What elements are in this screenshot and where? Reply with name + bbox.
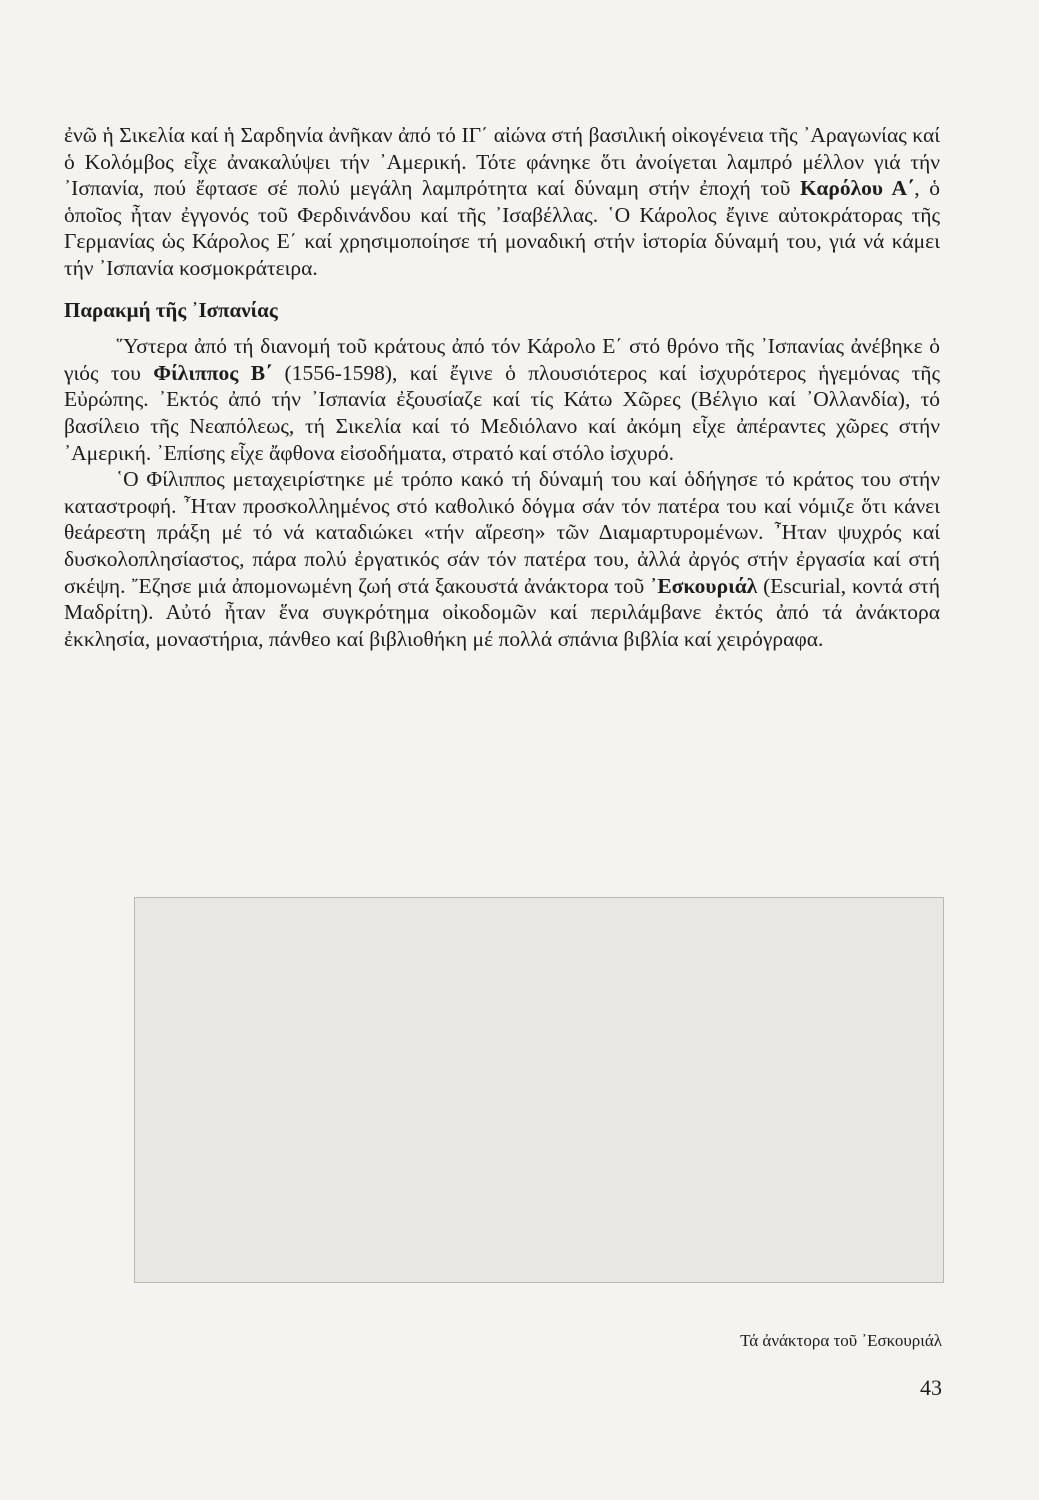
paragraph-1 <box>64 122 940 282</box>
paragraph-2 <box>64 333 940 466</box>
paragraph-3 <box>64 466 940 652</box>
escorial-palace-engraving <box>134 897 944 1283</box>
body-text <box>64 122 940 652</box>
section-heading: Παρακμή τῆς ᾽Ισπανίας <box>64 297 278 322</box>
paragraph-2-bold: Φίλιππος Β΄ <box>153 360 273 385</box>
paragraph-3-text-a: ῾Ο Φίλιππος μεταχειρίστηκε μέ τρόπο κακό τή δύναμή του καί ὁδήγησε τό κράτος του στήν καταστροφή. ῏Ηταν προσκολλημένος στό καθολικό δόγμα σάν τόν πατέρα του καί νόμιζε ὅτι κάνει θεάρεστη πράξη μέ τό νά καταδιώκει «τήν αἵρεση» τῶν Διαμαρτυρομένων. ῏Ηταν ψυχρός καί δυσκολοπλησίαστος, πάρα πολύ ἐργατικός σάν τόν πατέρα του, ἀλλά ἀργός στήν ἐργασία καί στή σκέψη. ῎Εζησε μιά ἀπομονωμένη ζωή στά ξακουστά ἀνάκτορα τοῦ <box>64 467 940 598</box>
page-number: 43 <box>920 1375 942 1400</box>
paragraph-1-text-a: ἐνῶ ἡ Σικελία καί ἡ Σαρδηνία ἀνῆκαν ἀπό τό ΙΓ΄ αἰώνα στή βασιλική οἰκογένεια τῆς ᾽Αραγωνίας καί ὁ Κολόμβος εἶχε ἀνακαλύψει τήν ᾽Αμερική. Τότε φάνηκε ὅτι ἀνοίγεται λαμπρό μέλλον γιά τήν ᾽Ισπανία, πού ἔφτασε σέ πολύ μεγάλη λαμπρότητα καί δύναμη στήν ἐποχή τοῦ <box>64 123 940 201</box>
paragraph-2-text-a: ῞Υστερα ἀπό τή διανομή τοῦ κράτους ἀπό τόν Κάρολο Ε΄ στό θρόνο τῆς ᾽Ισπανίας ἀνέβηκε ὁ γιός του <box>64 334 940 385</box>
paragraph-1-text-b: , ὁ ὁποῖος ἦταν ἐγγονός τοῦ Φερδινάνδου καί τῆς ᾽Ισαβέλλας. ῾Ο Κάρολος ἔγινε αὐτοκράτορας τῆς Γερμανίας ὡς Κάρολος Ε΄ καί χρησιμοποίησε τή μοναδική στήν ἱστορία δύναμή του, γιά νά κάμει τήν ᾽Ισπανία κοσμοκράτειρα. <box>64 176 940 280</box>
figure-caption: Τά ἀνάκτορα τοῦ ᾽Εσκουριάλ <box>740 1331 942 1350</box>
paragraph-2-text-b: (1556-1598), καί ἔγινε ὁ πλουσιότερος καί ἰσχυρότερος ἡγεμόνας τῆς Εὐρώπης. ᾽Εκτός ἀπό τήν ᾽Ισπανία ἐξουσίαζε καί τίς Κάτω Χῶρες (Βέλγιο καί ᾽Ολλανδία), τό βασίλειο τῆς Νεαπόλεως, τή Σικελία καί τό Μεδιόλανο καί ἀκόμη εἶχε ἀπέραντες χῶρες στήν ᾽Αμερική. ᾽Επίσης εἶχε ἄφθονα εἰσοδήματα, στρατό καί στόλο ἰσχυρό. <box>64 360 940 465</box>
paragraph-1-bold: Καρόλου Α΄ <box>800 176 915 201</box>
paragraph-3-text-b: (Escurial, κοντά στή Μαδρίτη). Αὐτό ἦταν ἕνα συγκρότημα οἰκοδομῶν καί περιλάμβανε ἐκτός ἀπό τά ἀνάκτορα ἐκκλησία, μοναστήρια, πάνθεο καί βιβλιοθήκη μέ πολλά σπάνια βιβλία καί χειρόγραφα. <box>64 573 940 651</box>
paragraph-3-bold: ᾽Εσκουριάλ <box>650 573 758 598</box>
